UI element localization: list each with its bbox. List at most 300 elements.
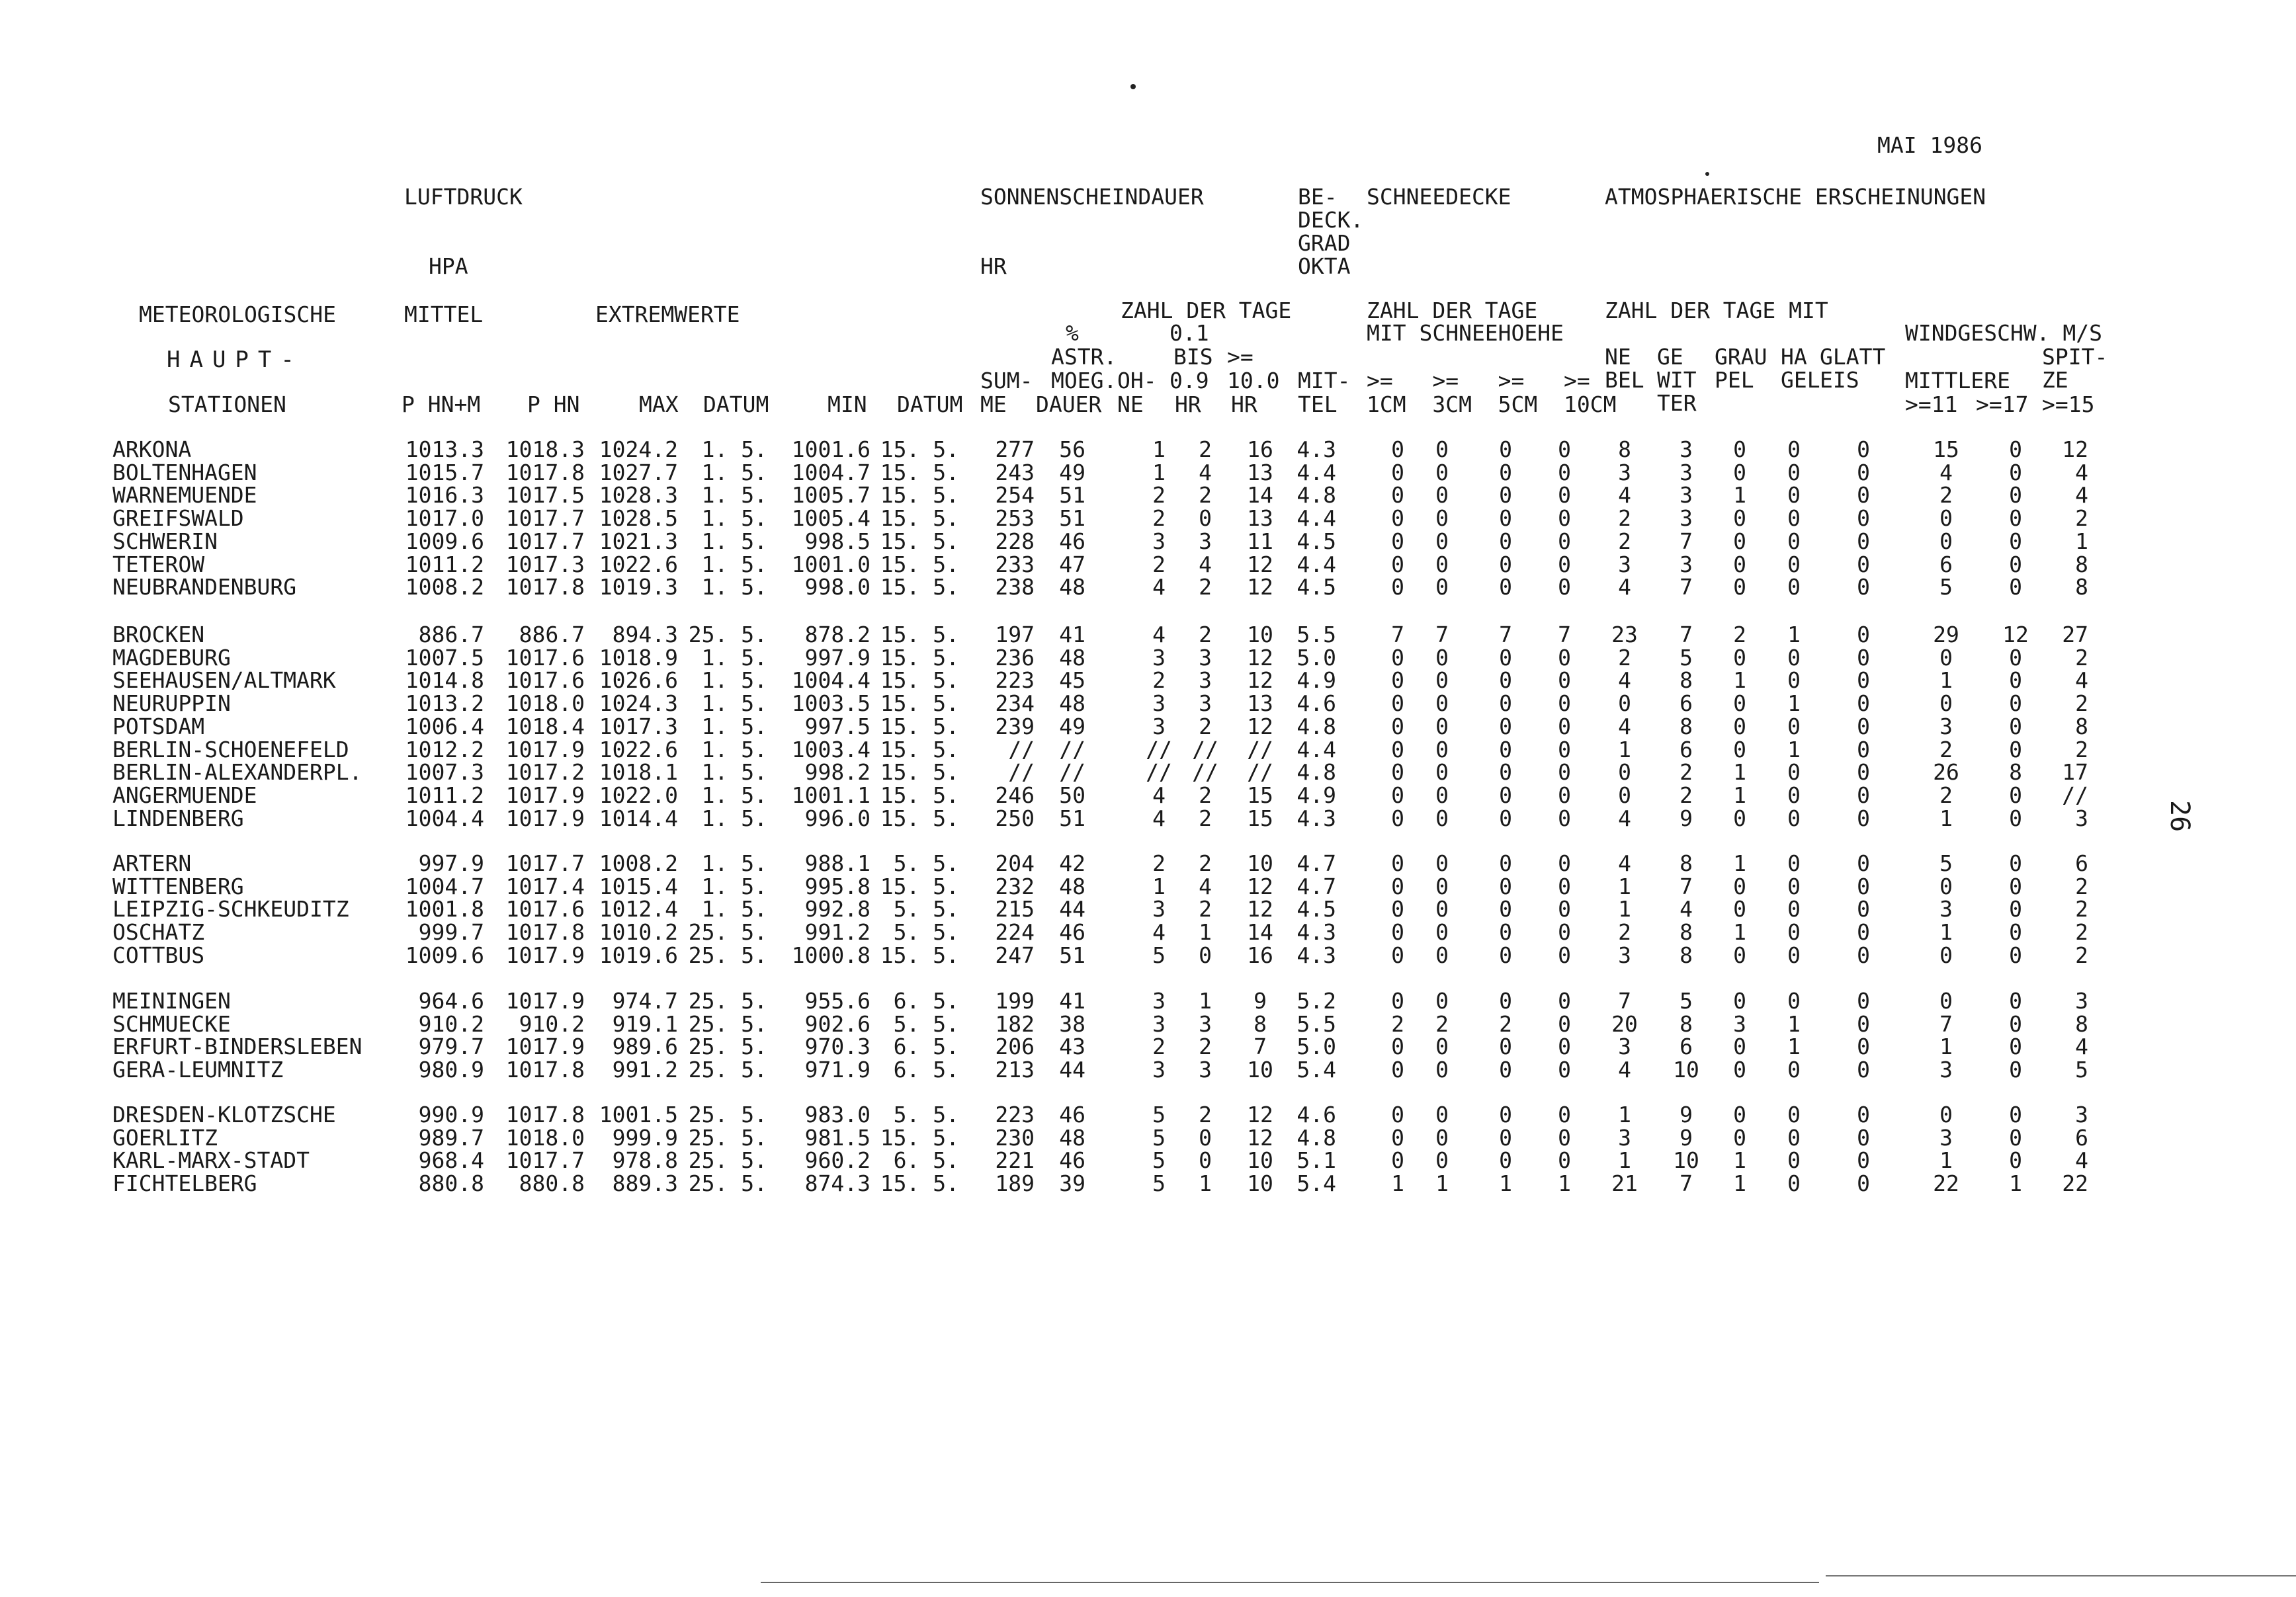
cell-tage-10: 10 bbox=[1247, 1170, 1273, 1197]
cell-hagel: 0 bbox=[1787, 713, 1801, 739]
cell-wind-17: 0 bbox=[2009, 896, 2022, 922]
cell-graupel: 0 bbox=[1733, 459, 1746, 485]
header-oh: OH- bbox=[1117, 368, 1157, 393]
station-name: FICHTELBERG bbox=[112, 1170, 257, 1197]
cell-nebel: 3 bbox=[1618, 1124, 1631, 1151]
cell-tage-10: 16 bbox=[1247, 436, 1273, 462]
cell-schnee-3cm: 0 bbox=[1435, 690, 1449, 717]
cell-nebel: 20 bbox=[1611, 1010, 1638, 1037]
cell-wind-11: 0 bbox=[1939, 942, 1953, 968]
cell-nebel: 0 bbox=[1618, 782, 1631, 808]
cell-wind-17: 0 bbox=[2009, 1010, 2022, 1037]
cell-schnee-10cm: 0 bbox=[1558, 759, 1571, 786]
cell-p-hnm: 910.2 bbox=[418, 1010, 484, 1037]
cell-gewitter: 8 bbox=[1679, 919, 1693, 946]
cell-sonne-pct: 51 bbox=[1059, 805, 1085, 831]
header-mittel: MITTEL bbox=[404, 302, 484, 327]
cell-min: 1005.4 bbox=[791, 505, 871, 532]
cell-max: 1026.6 bbox=[599, 667, 678, 694]
cell-sonne-pct: 48 bbox=[1059, 574, 1085, 600]
cell-sonne-summe: 243 bbox=[995, 459, 1035, 485]
cell-min-datum: 15. 5. bbox=[880, 713, 959, 739]
cell-schnee-3cm: 0 bbox=[1435, 436, 1449, 462]
cell-sonne-summe: // bbox=[1008, 759, 1035, 786]
cell-p-hnm: 1007.5 bbox=[405, 644, 484, 671]
cell-p-hn: 1017.8 bbox=[505, 459, 585, 485]
cell-tage-ohne: 1 bbox=[1152, 459, 1166, 485]
cell-gewitter: 5 bbox=[1679, 644, 1693, 671]
cell-hagel: 0 bbox=[1787, 551, 1801, 577]
cell-tage-10: 10 bbox=[1247, 850, 1273, 876]
cell-gewitter: 6 bbox=[1679, 736, 1693, 762]
cell-glatteis: 0 bbox=[1857, 1102, 1870, 1127]
cell-min-datum: 5. 5. bbox=[893, 850, 959, 876]
cell-nebel: 0 bbox=[1618, 759, 1631, 786]
cell-max-datum: 1. 5. bbox=[701, 805, 767, 831]
cell-tage-ohne: 2 bbox=[1152, 667, 1166, 694]
cell-nebel: 3 bbox=[1618, 1034, 1631, 1060]
cell-p-hnm: 1007.3 bbox=[405, 759, 484, 786]
cell-tage-ohne: 3 bbox=[1152, 528, 1166, 554]
cell-sonne-summe: 224 bbox=[995, 919, 1035, 946]
cell-tage-ohne: 5 bbox=[1152, 1124, 1166, 1151]
cell-schnee-5cm: 0 bbox=[1499, 942, 1512, 968]
cell-wind-17: 1 bbox=[2009, 1170, 2022, 1197]
cell-spitze-15: // bbox=[2062, 782, 2088, 808]
cell-sonne-pct: 38 bbox=[1059, 1010, 1085, 1037]
cell-sonne-pct: 44 bbox=[1059, 1057, 1085, 1083]
cell-bedeckung: 4.9 bbox=[1297, 782, 1336, 808]
cell-sonne-pct: 48 bbox=[1059, 690, 1085, 717]
cell-bedeckung: 4.8 bbox=[1297, 482, 1336, 509]
cell-schnee-10cm: 0 bbox=[1558, 1124, 1571, 1151]
cell-tage-ohne: 3 bbox=[1152, 1010, 1166, 1037]
cell-bedeckung: 4.6 bbox=[1297, 1102, 1336, 1127]
cell-schnee-1cm: 0 bbox=[1391, 574, 1404, 600]
cell-glatteis: 0 bbox=[1857, 436, 1870, 462]
cell-min-datum: 15. 5. bbox=[880, 436, 959, 462]
cell-max: 978.8 bbox=[612, 1147, 678, 1174]
cell-max: 1022.0 bbox=[599, 782, 678, 808]
cell-tage-01-09: 3 bbox=[1199, 1057, 1212, 1083]
cell-graupel: 0 bbox=[1733, 1102, 1746, 1127]
cell-sonne-pct: 41 bbox=[1059, 988, 1085, 1014]
cell-p-hn: 1017.7 bbox=[505, 505, 585, 532]
cell-graupel: 1 bbox=[1733, 850, 1746, 876]
cell-spitze-15: 3 bbox=[2075, 1102, 2088, 1127]
cell-wind-17: 0 bbox=[2009, 1057, 2022, 1083]
cell-bedeckung: 5.1 bbox=[1297, 1147, 1336, 1174]
cell-wind-17: 0 bbox=[2009, 690, 2022, 717]
cell-sonne-summe: 233 bbox=[995, 551, 1035, 577]
cell-sonne-pct: 51 bbox=[1059, 505, 1085, 532]
cell-schnee-10cm: 0 bbox=[1558, 850, 1571, 876]
cell-max: 1018.9 bbox=[599, 644, 678, 671]
cell-sonne-summe: 223 bbox=[995, 667, 1035, 694]
cell-sonne-summe: 199 bbox=[995, 988, 1035, 1014]
cell-max-datum: 1. 5. bbox=[701, 713, 767, 739]
cell-p-hnm: 979.7 bbox=[418, 1034, 484, 1060]
cell-max-datum: 25. 5. bbox=[688, 988, 767, 1014]
cell-sonne-pct: 41 bbox=[1059, 622, 1085, 647]
cell-gewitter: 8 bbox=[1679, 713, 1693, 739]
cell-graupel: 1 bbox=[1733, 759, 1746, 786]
cell-glatteis: 0 bbox=[1857, 622, 1870, 647]
cell-bedeckung: 5.5 bbox=[1297, 622, 1336, 647]
table-row bbox=[0, 692, 2296, 715]
cell-hagel: 0 bbox=[1787, 436, 1801, 462]
cell-sonne-pct: 45 bbox=[1059, 667, 1085, 694]
cell-min-datum: 6. 5. bbox=[893, 988, 959, 1014]
cell-hagel: 0 bbox=[1787, 1057, 1801, 1083]
cell-gewitter: 2 bbox=[1679, 759, 1693, 786]
cell-min: 998.0 bbox=[804, 574, 871, 600]
cell-p-hnm: 1012.2 bbox=[405, 736, 484, 762]
cell-schnee-10cm: 0 bbox=[1558, 644, 1571, 671]
cell-sonne-summe: 250 bbox=[995, 805, 1035, 831]
cell-hagel: 0 bbox=[1787, 919, 1801, 946]
cell-tage-10: 12 bbox=[1247, 667, 1273, 694]
cell-schnee-5cm: 0 bbox=[1499, 551, 1512, 577]
cell-min: 902.6 bbox=[804, 1010, 871, 1037]
cell-tage-ohne: 2 bbox=[1152, 850, 1166, 876]
cell-min: 1001.1 bbox=[791, 782, 871, 808]
cell-sonne-pct: 46 bbox=[1059, 1102, 1085, 1127]
cell-schnee-5cm: 0 bbox=[1499, 850, 1512, 876]
table-row bbox=[0, 897, 2296, 921]
cell-gewitter: 3 bbox=[1679, 482, 1693, 509]
cell-hagel: 0 bbox=[1787, 1147, 1801, 1174]
table-row bbox=[0, 875, 2296, 898]
cell-schnee-3cm: 0 bbox=[1435, 805, 1449, 831]
cell-schnee-5cm: 0 bbox=[1499, 436, 1512, 462]
section-luftdruck: LUFTDRUCK bbox=[404, 184, 523, 210]
cell-p-hnm: 1009.6 bbox=[405, 528, 484, 554]
cell-schnee-5cm: 0 bbox=[1499, 690, 1512, 717]
cell-spitze-15: 27 bbox=[2062, 622, 2088, 647]
cell-tage-01-09: 1 bbox=[1199, 919, 1212, 946]
cell-max: 1001.5 bbox=[599, 1102, 678, 1127]
cell-hagel: 0 bbox=[1787, 667, 1801, 694]
cell-tage-10: 10 bbox=[1247, 1147, 1273, 1174]
cell-tage-01-09: 3 bbox=[1199, 528, 1212, 554]
cell-schnee-1cm: 0 bbox=[1391, 1057, 1404, 1083]
cell-tage-01-09: 1 bbox=[1199, 988, 1212, 1014]
table-row bbox=[0, 715, 2296, 738]
cell-nebel: 4 bbox=[1618, 482, 1631, 509]
cell-schnee-1cm: 0 bbox=[1391, 551, 1404, 577]
cell-sonne-summe: 204 bbox=[995, 850, 1035, 876]
cell-sonne-pct: 48 bbox=[1059, 1124, 1085, 1151]
cell-glatteis: 0 bbox=[1857, 782, 1870, 808]
station-name: OSCHATZ bbox=[112, 919, 205, 946]
table-row bbox=[0, 921, 2296, 944]
cell-tage-ohne: 2 bbox=[1152, 1034, 1166, 1060]
cell-schnee-3cm: 1 bbox=[1435, 1170, 1449, 1197]
cell-graupel: 1 bbox=[1733, 482, 1746, 509]
cell-tage-10: 12 bbox=[1247, 873, 1273, 899]
section-hr-unit: HR bbox=[980, 253, 1007, 279]
cell-schnee-1cm: 0 bbox=[1391, 505, 1404, 532]
cell-nebel: 2 bbox=[1618, 644, 1631, 671]
cell-spitze-15: 2 bbox=[2075, 736, 2088, 762]
cell-schnee-10cm: 0 bbox=[1558, 1147, 1571, 1174]
table-row bbox=[0, 646, 2296, 669]
cell-max-datum: 25. 5. bbox=[688, 1010, 767, 1037]
cell-max-datum: 1. 5. bbox=[701, 528, 767, 554]
header-mit: MIT- bbox=[1298, 368, 1351, 393]
cell-wind-17: 0 bbox=[2009, 782, 2022, 808]
cell-tage-10: 12 bbox=[1247, 574, 1273, 600]
cell-max: 1028.3 bbox=[599, 482, 678, 509]
cell-nebel: 8 bbox=[1618, 436, 1631, 462]
cell-max-datum: 25. 5. bbox=[688, 942, 767, 968]
cell-glatteis: 0 bbox=[1857, 1124, 1870, 1151]
station-name: BROCKEN bbox=[112, 622, 205, 647]
cell-min-datum: 15. 5. bbox=[880, 805, 959, 831]
cell-tage-10: 12 bbox=[1247, 551, 1273, 577]
cell-max: 1010.2 bbox=[599, 919, 678, 946]
cell-sonne-pct: 43 bbox=[1059, 1034, 1085, 1060]
cell-wind-17: 0 bbox=[2009, 805, 2022, 831]
cell-spitze-15: 4 bbox=[2075, 1147, 2088, 1174]
station-name: GERA-LEUMNITZ bbox=[112, 1057, 284, 1083]
header-max: MAX bbox=[639, 391, 679, 417]
table-row bbox=[0, 530, 2296, 553]
cell-max-datum: 25. 5. bbox=[688, 1102, 767, 1127]
cell-gewitter: 10 bbox=[1673, 1147, 1699, 1174]
cell-tage-10: // bbox=[1247, 759, 1273, 786]
cell-sonne-summe: 215 bbox=[995, 896, 1035, 922]
cell-nebel: 4 bbox=[1618, 850, 1631, 876]
cell-nebel: 4 bbox=[1618, 1057, 1631, 1083]
cell-nebel: 1 bbox=[1618, 896, 1631, 922]
cell-wind-17: 0 bbox=[2009, 574, 2022, 600]
cell-tage-01-09: 2 bbox=[1199, 896, 1212, 922]
cell-sonne-summe: 234 bbox=[995, 690, 1035, 717]
cell-glatteis: 0 bbox=[1857, 850, 1870, 876]
header-hr2: HR bbox=[1231, 391, 1257, 417]
cell-min-datum: 15. 5. bbox=[880, 482, 959, 509]
cell-hagel: 0 bbox=[1787, 459, 1801, 485]
station-name: ARTERN bbox=[112, 850, 192, 876]
cell-hagel: 1 bbox=[1787, 622, 1801, 647]
cell-spitze-15: 8 bbox=[2075, 713, 2088, 739]
station-name: ERFURT-BINDERSLEBEN bbox=[112, 1034, 362, 1060]
cell-spitze-15: 5 bbox=[2075, 1057, 2088, 1083]
cell-glatteis: 0 bbox=[1857, 873, 1870, 899]
cell-schnee-3cm: 0 bbox=[1435, 1147, 1449, 1174]
cell-wind-11: 1 bbox=[1939, 667, 1953, 694]
cell-gewitter: 2 bbox=[1679, 782, 1693, 808]
cell-schnee-10cm: 0 bbox=[1558, 805, 1571, 831]
cell-spitze-15: 12 bbox=[2062, 436, 2088, 462]
cell-wind-17: 0 bbox=[2009, 436, 2022, 462]
cell-wind-11: 29 bbox=[1933, 622, 1959, 647]
cell-hagel: 0 bbox=[1787, 1124, 1801, 1151]
cell-bedeckung: 4.3 bbox=[1297, 436, 1336, 462]
cell-nebel: 2 bbox=[1618, 505, 1631, 532]
cell-bedeckung: 4.3 bbox=[1297, 805, 1336, 831]
cell-glatteis: 0 bbox=[1857, 988, 1870, 1014]
cell-tage-01-09: 2 bbox=[1199, 436, 1212, 462]
header-ne: NE bbox=[1117, 391, 1144, 417]
cell-glatteis: 0 bbox=[1857, 690, 1870, 717]
cell-tage-ohne: 4 bbox=[1152, 919, 1166, 946]
cell-max: 894.3 bbox=[612, 622, 678, 647]
cell-min-datum: 6. 5. bbox=[893, 1057, 959, 1083]
cell-glatteis: 0 bbox=[1857, 667, 1870, 694]
cell-schnee-5cm: 0 bbox=[1499, 459, 1512, 485]
cell-schnee-5cm: 0 bbox=[1499, 505, 1512, 532]
header-windgeschw: WINDGESCHW. M/S bbox=[1905, 320, 2103, 346]
cell-graupel: 1 bbox=[1733, 782, 1746, 808]
cell-schnee-1cm: 0 bbox=[1391, 713, 1404, 739]
cell-p-hnm: 1004.7 bbox=[405, 873, 484, 899]
cell-spitze-15: 4 bbox=[2075, 1034, 2088, 1060]
cell-max-datum: 25. 5. bbox=[688, 622, 767, 647]
header-w11: >=11 bbox=[1905, 391, 1958, 417]
cell-bedeckung: 4.4 bbox=[1297, 459, 1336, 485]
cell-glatteis: 0 bbox=[1857, 1010, 1870, 1037]
header-schnee-gte: >= >= >= >= bbox=[1367, 368, 1590, 393]
cell-tage-01-09: 3 bbox=[1199, 1010, 1212, 1037]
cell-glatteis: 0 bbox=[1857, 528, 1870, 554]
cell-spitze-15: 2 bbox=[2075, 896, 2088, 922]
header-astr: ASTR. bbox=[1051, 344, 1117, 370]
cell-max: 989.6 bbox=[612, 1034, 678, 1060]
cell-schnee-5cm: 0 bbox=[1499, 736, 1512, 762]
header-moeg: MOEG. bbox=[1051, 368, 1117, 393]
cell-hagel: 1 bbox=[1787, 1010, 1801, 1037]
cell-schnee-1cm: 0 bbox=[1391, 896, 1404, 922]
table-row bbox=[0, 1058, 2296, 1081]
cell-schnee-5cm: 7 bbox=[1499, 622, 1512, 647]
cell-max-datum: 1. 5. bbox=[701, 644, 767, 671]
cell-gewitter: 7 bbox=[1679, 622, 1693, 647]
cell-graupel: 0 bbox=[1733, 644, 1746, 671]
table-row bbox=[0, 784, 2296, 807]
cell-max-datum: 1. 5. bbox=[701, 667, 767, 694]
cell-graupel: 0 bbox=[1733, 713, 1746, 739]
section-sonnenschein: SONNENSCHEINDAUER bbox=[980, 184, 1204, 210]
cell-max: 1017.3 bbox=[599, 713, 678, 739]
cell-tage-ohne: 4 bbox=[1152, 574, 1166, 600]
cell-p-hnm: 1013.2 bbox=[405, 690, 484, 717]
cell-schnee-3cm: 0 bbox=[1435, 1057, 1449, 1083]
cell-graupel: 0 bbox=[1733, 1034, 1746, 1060]
cell-schnee-5cm: 0 bbox=[1499, 1124, 1512, 1151]
header-01: 0.1 bbox=[1169, 320, 1209, 346]
cell-min-datum: 15. 5. bbox=[880, 690, 959, 717]
cell-wind-11: 1 bbox=[1939, 805, 1953, 831]
cell-p-hnm: 1011.2 bbox=[405, 551, 484, 577]
cell-tage-01-09: 4 bbox=[1199, 459, 1212, 485]
cell-nebel: 1 bbox=[1618, 873, 1631, 899]
cell-schnee-10cm: 1 bbox=[1558, 1170, 1571, 1197]
cell-max: 1019.6 bbox=[599, 942, 678, 968]
header-bis: BIS bbox=[1173, 344, 1213, 370]
cell-bedeckung: 4.6 bbox=[1297, 690, 1336, 717]
station-name: LINDENBERG bbox=[112, 805, 244, 831]
cell-max-datum: 1. 5. bbox=[701, 850, 767, 876]
cell-p-hnm: 886.7 bbox=[418, 622, 484, 647]
cell-nebel: 4 bbox=[1618, 805, 1631, 831]
cell-nebel: 3 bbox=[1618, 942, 1631, 968]
cell-tage-ohne: 3 bbox=[1152, 896, 1166, 922]
cell-schnee-10cm: 0 bbox=[1558, 782, 1571, 808]
cell-hagel: 1 bbox=[1787, 736, 1801, 762]
cell-sonne-pct: 46 bbox=[1059, 1147, 1085, 1174]
cell-max-datum: 1. 5. bbox=[701, 482, 767, 509]
cell-schnee-5cm: 0 bbox=[1499, 1057, 1512, 1083]
cell-gewitter: 6 bbox=[1679, 690, 1693, 717]
cell-max-datum: 25. 5. bbox=[688, 1170, 767, 1197]
cell-schnee-1cm: 0 bbox=[1391, 528, 1404, 554]
cell-hagel: 0 bbox=[1787, 896, 1801, 922]
cell-p-hn: 1017.6 bbox=[505, 644, 585, 671]
cell-schnee-5cm: 0 bbox=[1499, 713, 1512, 739]
cell-wind-11: 0 bbox=[1939, 988, 1953, 1014]
cell-min: 1004.4 bbox=[791, 667, 871, 694]
cell-tage-10: 14 bbox=[1247, 919, 1273, 946]
cell-graupel: 0 bbox=[1733, 528, 1746, 554]
cell-spitze-15: 4 bbox=[2075, 667, 2088, 694]
cell-p-hnm: 1006.4 bbox=[405, 713, 484, 739]
cell-schnee-1cm: 0 bbox=[1391, 782, 1404, 808]
section-hpa-unit: HPA bbox=[429, 253, 468, 279]
cell-sonne-pct: // bbox=[1059, 736, 1085, 762]
cell-schnee-1cm: 0 bbox=[1391, 919, 1404, 946]
cell-schnee-10cm: 7 bbox=[1558, 622, 1571, 647]
cell-wind-17: 0 bbox=[2009, 1102, 2022, 1127]
cell-p-hn: 1017.7 bbox=[505, 1147, 585, 1174]
cell-sonne-summe: 246 bbox=[995, 782, 1035, 808]
cell-max: 1021.3 bbox=[599, 528, 678, 554]
cell-wind-11: 0 bbox=[1939, 873, 1953, 899]
cell-graupel: 1 bbox=[1733, 919, 1746, 946]
cell-schnee-5cm: 0 bbox=[1499, 782, 1512, 808]
cell-sonne-pct: 49 bbox=[1059, 713, 1085, 739]
header-09: 0.9 bbox=[1169, 368, 1209, 393]
cell-min-datum: 15. 5. bbox=[880, 574, 959, 600]
cell-hagel: 0 bbox=[1787, 805, 1801, 831]
section-bedeckung: BE- DECK. GRAD OKTA bbox=[1298, 184, 1364, 279]
cell-p-hn: 1017.7 bbox=[505, 850, 585, 876]
cell-min-datum: 15. 5. bbox=[880, 528, 959, 554]
cell-bedeckung: 5.4 bbox=[1297, 1170, 1336, 1197]
cell-nebel: 2 bbox=[1618, 919, 1631, 946]
cell-min-datum: 6. 5. bbox=[893, 1147, 959, 1174]
cell-schnee-1cm: 0 bbox=[1391, 667, 1404, 694]
cell-schnee-3cm: 7 bbox=[1435, 622, 1449, 647]
cell-schnee-1cm: 0 bbox=[1391, 436, 1404, 462]
cell-schnee-3cm: 0 bbox=[1435, 459, 1449, 485]
cell-schnee-3cm: 0 bbox=[1435, 919, 1449, 946]
cell-hagel: 0 bbox=[1787, 644, 1801, 671]
cell-tage-10: 8 bbox=[1254, 1010, 1267, 1037]
cell-schnee-3cm: 0 bbox=[1435, 574, 1449, 600]
header-p-hn: P HN bbox=[527, 391, 580, 417]
cell-sonne-summe: 189 bbox=[995, 1170, 1035, 1197]
cell-p-hn: 1017.4 bbox=[505, 873, 585, 899]
table-row bbox=[0, 1149, 2296, 1172]
cell-glatteis: 0 bbox=[1857, 551, 1870, 577]
cell-max: 1022.6 bbox=[599, 551, 678, 577]
cell-p-hnm: 1008.2 bbox=[405, 574, 484, 600]
cell-tage-10: 12 bbox=[1247, 644, 1273, 671]
cell-min-datum: 15. 5. bbox=[880, 873, 959, 899]
